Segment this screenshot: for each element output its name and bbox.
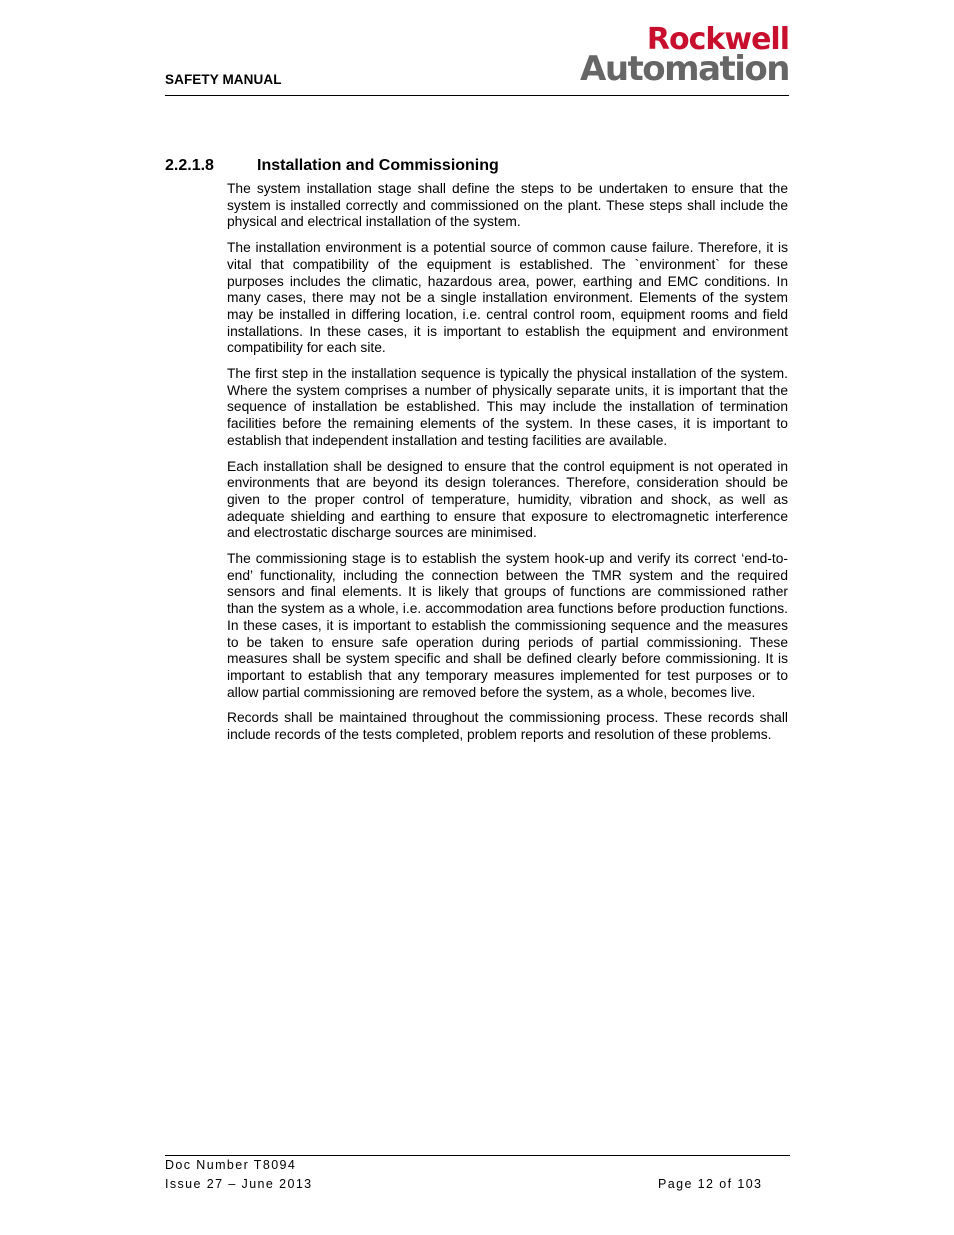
paragraph: Each installation shall be designed to ensure that the control equipment is not operated in environments that are beyond its design tolerances. Therefore, consideration should be given to the proper control of temperature, humidity, vibration and shock, as well as adequate shielding and earthing to ensure that exposure to electromagnetic interference and electrostatic discharge sources are minimised. bbox=[227, 458, 788, 541]
document-title: SAFETY MANUAL bbox=[165, 72, 282, 87]
footer-doc-number: Doc Number T8094 bbox=[165, 1158, 297, 1172]
paragraph: Records shall be maintained throughout the commissioning process. These records shall include records of the tests completed, problem reports and resolution of these problems. bbox=[227, 710, 788, 743]
paragraph: The system installation stage shall define the steps to be undertaken to ensure that the system is installed correctly and commissioned on the plant. These steps shall include the physical and electrical installation of the system. bbox=[227, 181, 788, 230]
section-heading bbox=[165, 157, 499, 175]
paragraph: The installation environment is a potential source of common cause failure. Therefore, it is vital that compatibility of the equipment is established. The `environment` for these purposes includes the climatic, hazardous area, power, earthing and EMC conditions. In many cases, there may not be a single installation environment. Elements of the system may be installed in differing location, i.e. central control room, equipment rooms and field installations. In these cases, it is important to establish the equipment and environment compatibility for each site. bbox=[227, 240, 788, 356]
paragraph: The commissioning stage is to establish the system hook-up and verify its correct ‘end-to-end’ functionality, including the connection between the TMR system and the required sensors and final elements. It is likely that groups of functions are commissioned rather than the system as a whole, i.e. accommodation area functions before production functions. In these cases, it is important to establish the commissioning sequence and the measures to be taken to ensure safe operation during periods of partial commissioning. These measures shall be system specific and shall be defined clearly before commissioning. It is important to establish that any temporary measures implemented for test purposes or to allow partial commissioning are removed before the system, as a whole, becomes live. bbox=[227, 551, 788, 700]
footer-issue: Issue 27 – June 2013 bbox=[165, 1177, 313, 1191]
footer-divider bbox=[165, 1155, 790, 1156]
paragraph: The first step in the installation sequence is typically the physical installation of the system. Where the system comprises a number of physically separate units, it is important that the sequence of installation be established. This may include the installation of termination facilities before the remaining elements of the system. In these cases, it is important to establish that independent installation and testing facilities are available. bbox=[227, 366, 788, 448]
header-divider bbox=[165, 95, 789, 96]
footer-page-number: Page 12 of 103 bbox=[658, 1177, 763, 1191]
section-title: Installation and Commissioning bbox=[257, 157, 499, 174]
section-number: 2.2.1.8 bbox=[165, 157, 214, 174]
rockwell-automation-logo bbox=[553, 22, 789, 89]
logo-line-automation: Automation bbox=[580, 49, 789, 89]
section-body bbox=[227, 181, 788, 753]
logo-line-rockwell: Rockwell bbox=[646, 22, 789, 57]
